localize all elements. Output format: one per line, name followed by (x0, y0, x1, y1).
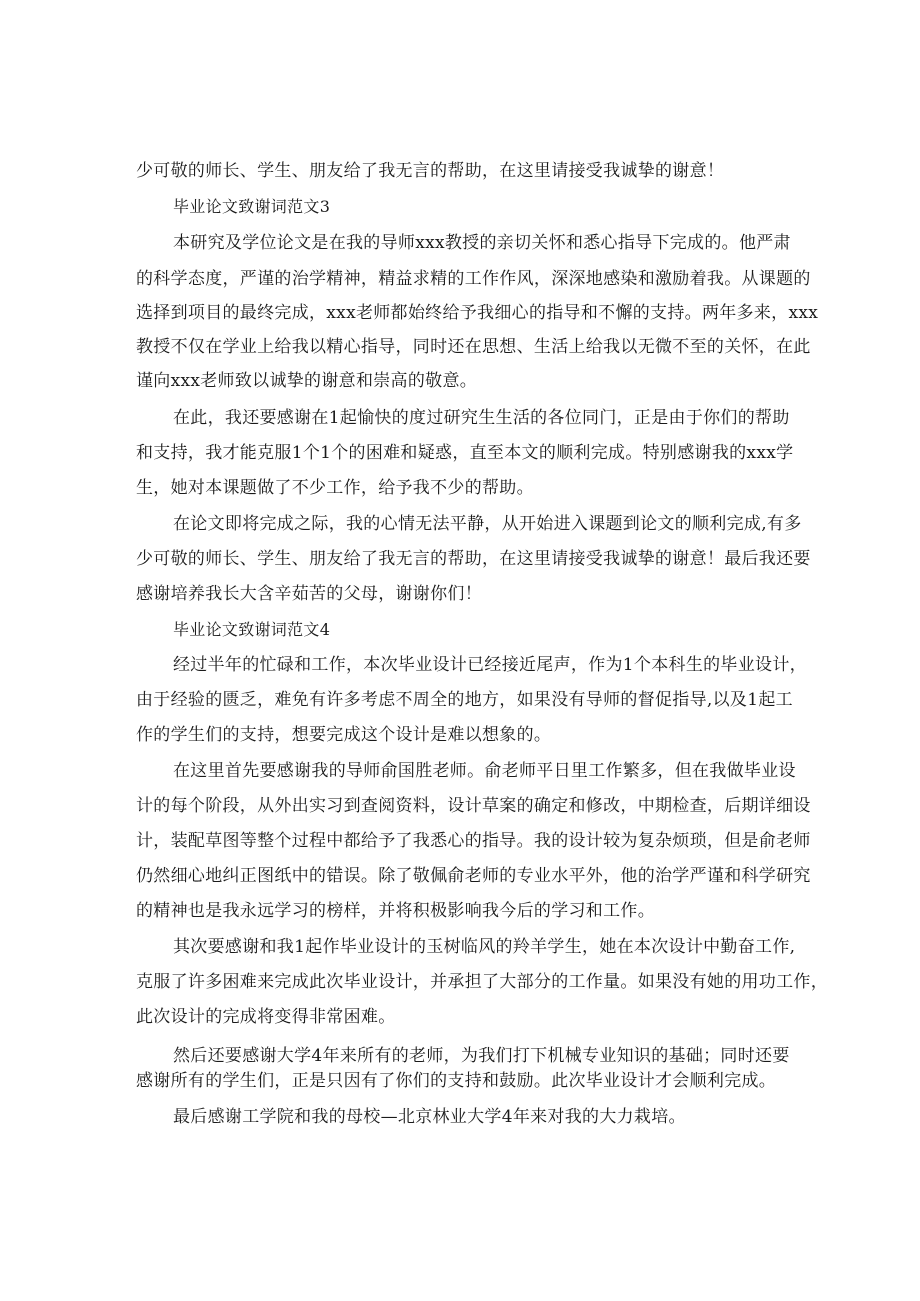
paragraph-line: 教授不仅在学业上给我以精心指导，同时还在思想、生活上给我以无微不至的关怀，在此 (136, 337, 811, 357)
paragraph-line: 谨向xxx老师致以诚挚的谢意和崇高的敬意。 (136, 371, 478, 391)
paragraph-line: 此次设计的完成将变得非常困难。 (136, 1007, 396, 1027)
paragraph-line: 最后感谢工学院和我的母校—北京林业大学4年来对我的大力栽培。 (173, 1107, 686, 1127)
paragraph-line: 感谢培养我长大含辛茹苦的父母，谢谢你们！ (136, 584, 482, 604)
paragraph-line: 选择到项目的最终完成，xxx老师都始终给予我细心的指导和不懈的支持。两年多来，xxx (136, 303, 819, 323)
paragraph-line: 感谢所有的学生们，正是只因有了你们的支持和鼓励。此次毕业设计才会顺利完成。 (136, 1071, 777, 1091)
paragraph-line: 作的学生们的支持，想要完成这个设计是难以想象的。 (136, 725, 552, 745)
paragraph-line: 本研究及学位论文是在我的导师xxx教授的亲切关怀和悉心指导下完成的。他严肃 (173, 233, 791, 253)
paragraph-line: 克服了许多困难来完成此次毕业设计，并承担了大部分的工作量。如果没有她的用功工作， (136, 972, 828, 992)
paragraph-line: 在此，我还要感谢在1起愉快的度过研究生生活的各位同门，正是由于你们的帮助 (173, 408, 790, 428)
paragraph-line: 生，她对本课题做了不少工作，给予我不少的帮助。 (136, 478, 534, 498)
paragraph-line: 计的每个阶段，从外出实习到查阅资料，设计草案的确定和修改，中期检查，后期详细设 (136, 796, 811, 816)
paragraph-line: 由于经验的匮乏，难免有许多考虑不周全的地方，如果没有导师的督促指导,以及1起工 (136, 690, 793, 710)
paragraph-line: 在这里首先要感谢我的导师俞国胜老师。俞老师平日里工作繁多，但在我做毕业设 (173, 761, 796, 781)
paragraph-line: 经过半年的忙碌和工作，本次毕业设计已经接近尾声，作为1个本科生的毕业设计， (173, 655, 807, 675)
section-heading: 毕业论文致谢词范文3 (173, 197, 331, 216)
paragraph-line: 少可敬的师长、学生、朋友给了我无言的帮助，在这里请接受我诚挚的谢意！ (136, 161, 725, 181)
paragraph-line: 在论文即将完成之际，我的心情无法平静，从开始进入课题到论文的顺利完成,有多 (173, 514, 802, 534)
paragraph-line: 的精神也是我永远学习的榜样，并将积极影响我今后的学习和工作。 (136, 901, 655, 921)
section-heading: 毕业论文致谢词范文4 (173, 620, 331, 639)
paragraph-line: 其次要感谢和我1起作毕业设计的玉树临风的羚羊学生，她在本次设计中勤奋工作, (173, 937, 796, 957)
paragraph-line: 和支持，我才能克服1个1个的困难和疑惑，直至本文的顺利完成。特别感谢我的xxx学 (136, 443, 794, 463)
paragraph-line: 的科学态度，严谨的治学精神，精益求精的工作作风，深深地感染和激励着我。从课题的 (136, 269, 811, 289)
paragraph-line: 计，装配草图等整个过程中都给予了我悉心的指导。我的设计较为复杂烦琐，但是俞老师 (136, 831, 811, 851)
paragraph-line: 仍然细心地纠正图纸中的错误。除了敬佩俞老师的专业水平外，他的治学严谨和科学研究 (136, 866, 811, 886)
paragraph-line: 然后还要感谢大学4年来所有的老师，为我们打下机械专业知识的基础；同时还要 (173, 1046, 790, 1066)
paragraph-line: 少可敬的师长、学生、朋友给了我无言的帮助，在这里请接受我诚挚的谢意！最后我还要 (136, 549, 811, 569)
